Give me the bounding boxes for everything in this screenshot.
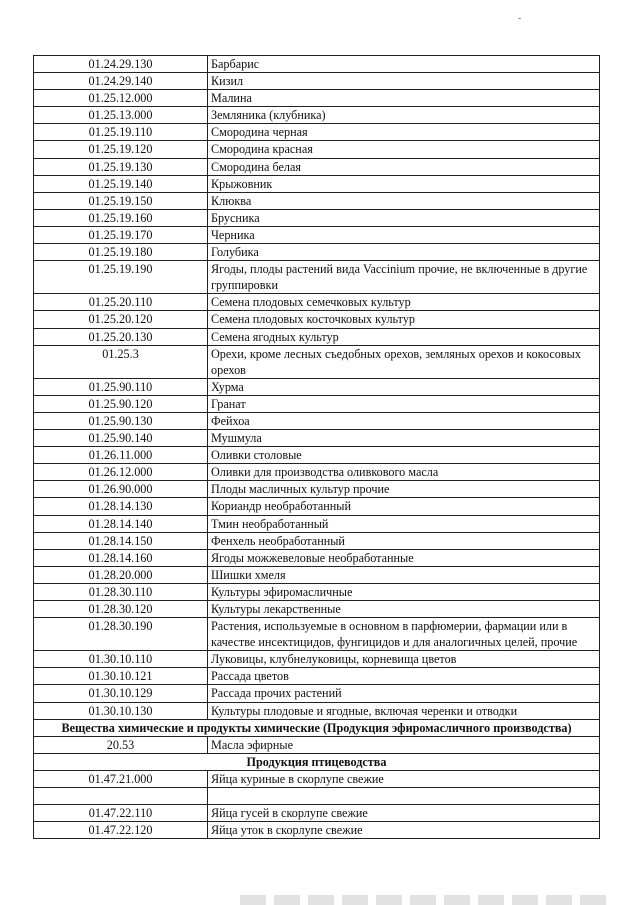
table-row [34, 56, 600, 73]
table-row [34, 583, 600, 600]
row-name: Кориандр необработанный [208, 498, 600, 515]
row-code: 01.25.13.000 [34, 107, 208, 124]
row-name: Смородина белая [208, 158, 600, 175]
table-row [34, 107, 600, 124]
row-name: Брусника [208, 209, 600, 226]
row-name: Смородина черная [208, 124, 600, 141]
table-row [34, 345, 600, 378]
row-code: 20.53 [34, 736, 208, 753]
row-code: 01.25.19.150 [34, 192, 208, 209]
table-row [34, 294, 600, 311]
row-name: Семена ягодных культур [208, 328, 600, 345]
row-name: Культуры лекарственные [208, 601, 600, 618]
table-row [34, 651, 600, 668]
table-row [34, 412, 600, 429]
table-row [34, 822, 600, 839]
section-header-poultry [34, 753, 600, 770]
row-code: 01.25.20.120 [34, 311, 208, 328]
row-name: Культуры плодовые и ягодные, включая черенки и отводки [208, 702, 600, 719]
table-row [34, 158, 600, 175]
row-code: 01.25.19.190 [34, 261, 208, 294]
row-code: 01.25.19.170 [34, 226, 208, 243]
row-code: 01.47.21.000 [34, 770, 208, 787]
row-code: 01.25.90.130 [34, 412, 208, 429]
row-name: Ягоды, плоды растений вида Vaccinium прочие, не включенные в другие группировки [208, 261, 600, 294]
table-row [34, 209, 600, 226]
row-code: 01.25.90.140 [34, 430, 208, 447]
table-row [34, 668, 600, 685]
row-code: 01.47.22.120 [34, 822, 208, 839]
row-code: 01.28.30.110 [34, 583, 208, 600]
row-code: 01.25.19.120 [34, 141, 208, 158]
section-title: Вещества химические и продукты химические (Продукция эфиромасличного производства) [34, 719, 600, 736]
row-code: 01.25.12.000 [34, 90, 208, 107]
empty-cell [208, 788, 600, 805]
classifier-table-body [34, 56, 600, 839]
row-code: 01.30.10.129 [34, 685, 208, 702]
table-row [34, 90, 600, 107]
row-code: 01.24.29.130 [34, 56, 208, 73]
row-name: Земляника (клубника) [208, 107, 600, 124]
table-row [34, 685, 600, 702]
row-code: 01.28.14.160 [34, 549, 208, 566]
row-name: Крыжовник [208, 175, 600, 192]
section-header-chemical [34, 719, 600, 736]
table-row [34, 430, 600, 447]
row-name: Кизил [208, 73, 600, 90]
next-page-bleed [240, 895, 610, 905]
row-name: Рассада прочих растений [208, 685, 600, 702]
row-name: Семена плодовых косточковых культур [208, 311, 600, 328]
row-code: 01.28.30.190 [34, 618, 208, 651]
table-row [34, 532, 600, 549]
table-row [34, 261, 600, 294]
row-name: Семена плодовых семечковых культур [208, 294, 600, 311]
row-code: 01.30.10.130 [34, 702, 208, 719]
row-name: Клюква [208, 192, 600, 209]
empty-row [34, 788, 600, 805]
table-row [34, 447, 600, 464]
section-title: Продукция птицеводства [34, 753, 600, 770]
row-code: 01.47.22.110 [34, 805, 208, 822]
row-code: 01.28.14.140 [34, 515, 208, 532]
scan-speck [518, 18, 521, 19]
row-name: Малина [208, 90, 600, 107]
table-row [34, 73, 600, 90]
row-name: Рассада цветов [208, 668, 600, 685]
row-name: Культуры эфиромасличные [208, 583, 600, 600]
table-row [34, 175, 600, 192]
classifier-table [33, 55, 600, 839]
table-row [34, 226, 600, 243]
row-name: Яйца куриные в скорлупе свежие [208, 770, 600, 787]
row-code: 01.30.10.110 [34, 651, 208, 668]
row-name: Яйца уток в скорлупе свежие [208, 822, 600, 839]
table-row [34, 395, 600, 412]
row-name: Оливки для производства оливкового масла [208, 464, 600, 481]
row-name: Барбарис [208, 56, 600, 73]
row-name: Фейхоа [208, 412, 600, 429]
table-row [34, 805, 600, 822]
empty-cell [34, 788, 208, 805]
row-code: 01.28.14.130 [34, 498, 208, 515]
row-name: Яйца гусей в скорлупе свежие [208, 805, 600, 822]
table-row [34, 515, 600, 532]
classifier-table-page [33, 55, 600, 839]
row-code: 01.25.20.130 [34, 328, 208, 345]
table-row [34, 328, 600, 345]
row-code: 01.28.14.150 [34, 532, 208, 549]
row-name: Шишки хмеля [208, 566, 600, 583]
row-code: 01.26.12.000 [34, 464, 208, 481]
table-row [34, 141, 600, 158]
row-code: 01.25.19.180 [34, 244, 208, 261]
row-name: Луковицы, клубнелуковицы, корневища цветов [208, 651, 600, 668]
row-name: Оливки столовые [208, 447, 600, 464]
row-code: 01.25.19.140 [34, 175, 208, 192]
row-code: 01.24.29.140 [34, 73, 208, 90]
table-row [34, 192, 600, 209]
row-code: 01.26.11.000 [34, 447, 208, 464]
row-code: 01.26.90.000 [34, 481, 208, 498]
row-code: 01.30.10.121 [34, 668, 208, 685]
table-row [34, 378, 600, 395]
table-row [34, 498, 600, 515]
table-row [34, 702, 600, 719]
table-row [34, 549, 600, 566]
row-code: 01.25.90.110 [34, 378, 208, 395]
row-name: Растения, используемые в основном в парфюмерии, фармации или в качестве инсектицидов, фунгицидов и для аналогичных целей, прочие [208, 618, 600, 651]
table-row [34, 736, 600, 753]
row-code: 01.25.19.160 [34, 209, 208, 226]
row-name: Голубика [208, 244, 600, 261]
table-row [34, 770, 600, 787]
row-name: Ягоды можжевеловые необработанные [208, 549, 600, 566]
row-code: 01.28.30.120 [34, 601, 208, 618]
table-row [34, 618, 600, 651]
row-name: Черника [208, 226, 600, 243]
row-name: Гранат [208, 395, 600, 412]
row-name: Смородина красная [208, 141, 600, 158]
table-row [34, 566, 600, 583]
row-code: 01.25.19.110 [34, 124, 208, 141]
table-row [34, 601, 600, 618]
row-code: 01.25.3 [34, 345, 208, 378]
row-name: Масла эфирные [208, 736, 600, 753]
table-row [34, 464, 600, 481]
row-name: Орехи, кроме лесных съедобных орехов, земляных орехов и кокосовых орехов [208, 345, 600, 378]
row-name: Тмин необработанный [208, 515, 600, 532]
row-code: 01.28.20.000 [34, 566, 208, 583]
table-row [34, 124, 600, 141]
row-code: 01.25.20.110 [34, 294, 208, 311]
row-code: 01.25.19.130 [34, 158, 208, 175]
row-code: 01.25.90.120 [34, 395, 208, 412]
row-name: Хурма [208, 378, 600, 395]
table-row [34, 311, 600, 328]
table-row [34, 481, 600, 498]
row-name: Фенхель необработанный [208, 532, 600, 549]
row-name: Мушмула [208, 430, 600, 447]
table-row [34, 244, 600, 261]
row-name: Плоды масличных культур прочие [208, 481, 600, 498]
